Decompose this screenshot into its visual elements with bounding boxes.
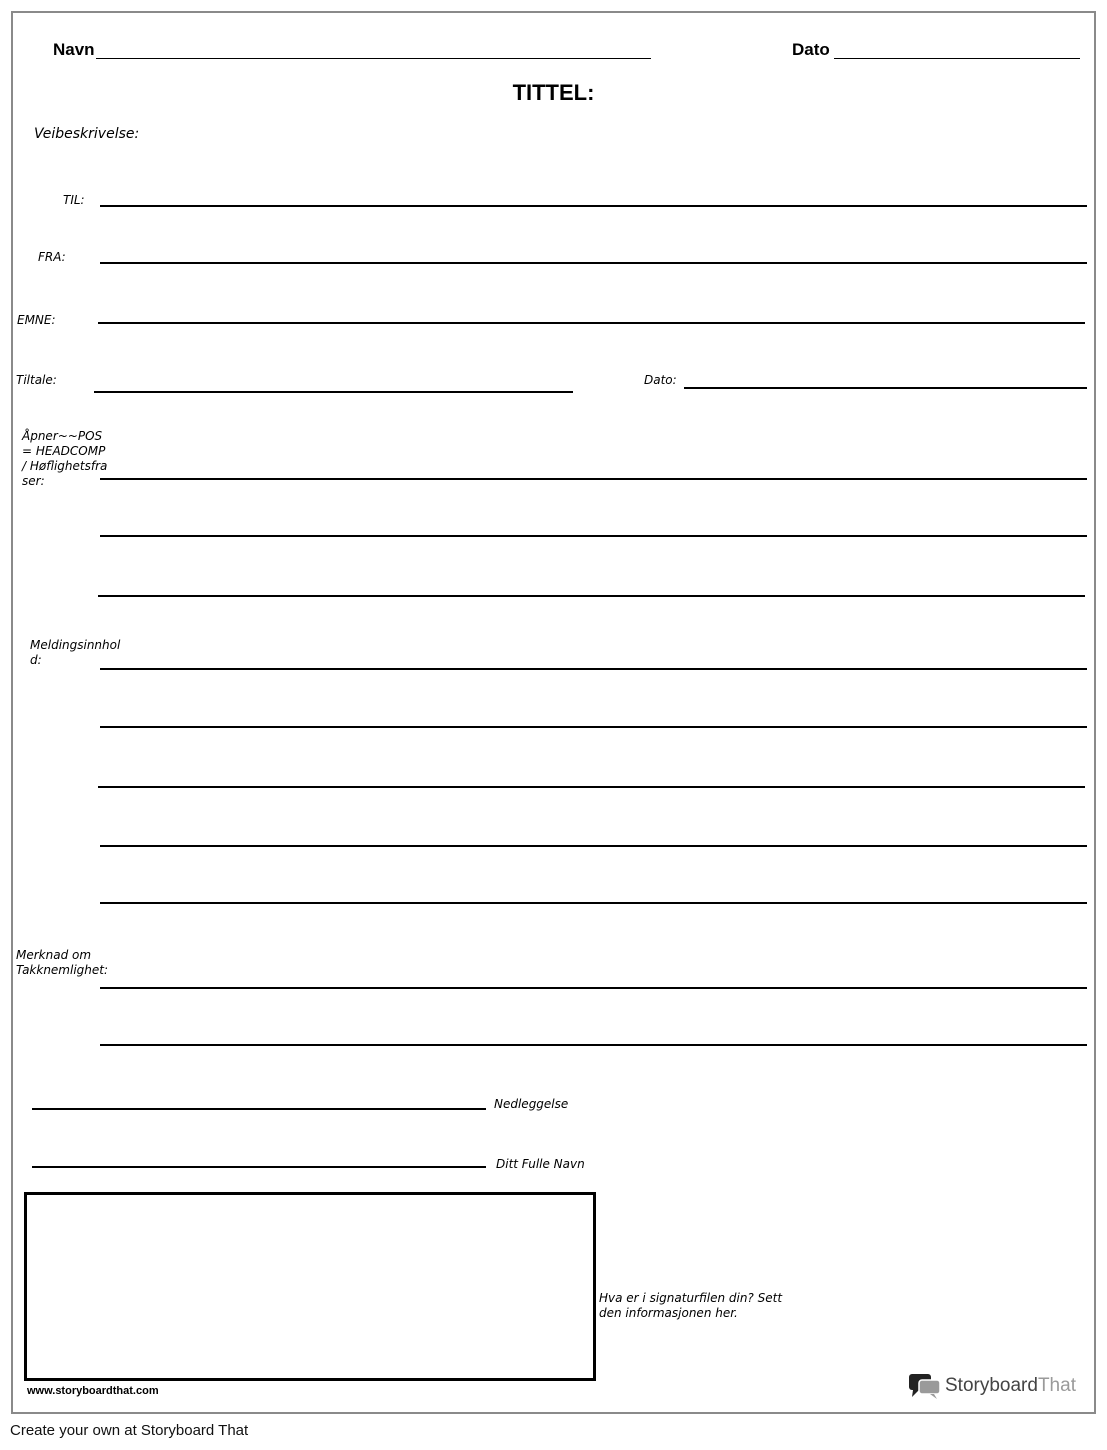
subtitle: Veibeskrivelse: [34, 126, 140, 142]
signature-box[interactable] [24, 1192, 596, 1381]
thanks-line-2[interactable] [100, 1044, 1087, 1046]
page-title: TITTEL: [512, 80, 595, 105]
opener-line-3[interactable] [98, 595, 1085, 597]
body-line-2[interactable] [100, 726, 1087, 728]
fullname-line[interactable] [32, 1166, 486, 1168]
closing-line[interactable] [32, 1108, 486, 1110]
date-line[interactable] [834, 58, 1080, 59]
create-link[interactable]: Create your own at Storyboard That [10, 1422, 249, 1439]
date-label: Dato [792, 40, 830, 59]
subject-label: EMNE: [17, 313, 56, 327]
subject-line[interactable] [98, 322, 1085, 324]
thanks-label: Merknad om Takknemlighet: [16, 948, 109, 977]
second-date-line[interactable] [684, 387, 1087, 389]
title-wrap [0, 80, 1107, 106]
opener-line-1[interactable] [100, 478, 1087, 480]
brand-logo [945, 1375, 1076, 1397]
opener-label: Åpner~~POS= HEADCOMP / Høflighetsfraser: [22, 429, 108, 488]
opener-line-2[interactable] [100, 535, 1087, 537]
website-text[interactable]: www.storyboardthat.com [27, 1385, 159, 1397]
salutation-line[interactable] [94, 391, 573, 393]
body-label: Meldingsinnhold: [30, 638, 121, 667]
from-label: FRA: [38, 250, 66, 264]
brand-that: That [1037, 1375, 1076, 1396]
thanks-line-1[interactable] [100, 987, 1087, 989]
second-date-label: Dato: [644, 373, 677, 387]
body-line-1[interactable] [100, 668, 1087, 670]
name-label: Navn [53, 40, 95, 59]
body-line-4[interactable] [100, 845, 1087, 847]
body-line-5[interactable] [100, 902, 1087, 904]
salutation-label: Tiltale: [16, 373, 57, 387]
from-line[interactable] [100, 262, 1087, 264]
to-line[interactable] [100, 205, 1087, 207]
to-label: TIL: [63, 193, 85, 207]
name-line[interactable] [96, 58, 651, 59]
brand-storyboard: Storyboard [945, 1375, 1038, 1396]
storyboard-logo-icon [908, 1372, 942, 1400]
body-line-3[interactable] [98, 786, 1085, 788]
fullname-label: Ditt Fulle Navn [496, 1157, 585, 1171]
closing-label: Nedleggelse [494, 1097, 569, 1111]
signature-hint: Hva er i signaturfilen din? Sett den informasjonen her. [599, 1291, 783, 1320]
